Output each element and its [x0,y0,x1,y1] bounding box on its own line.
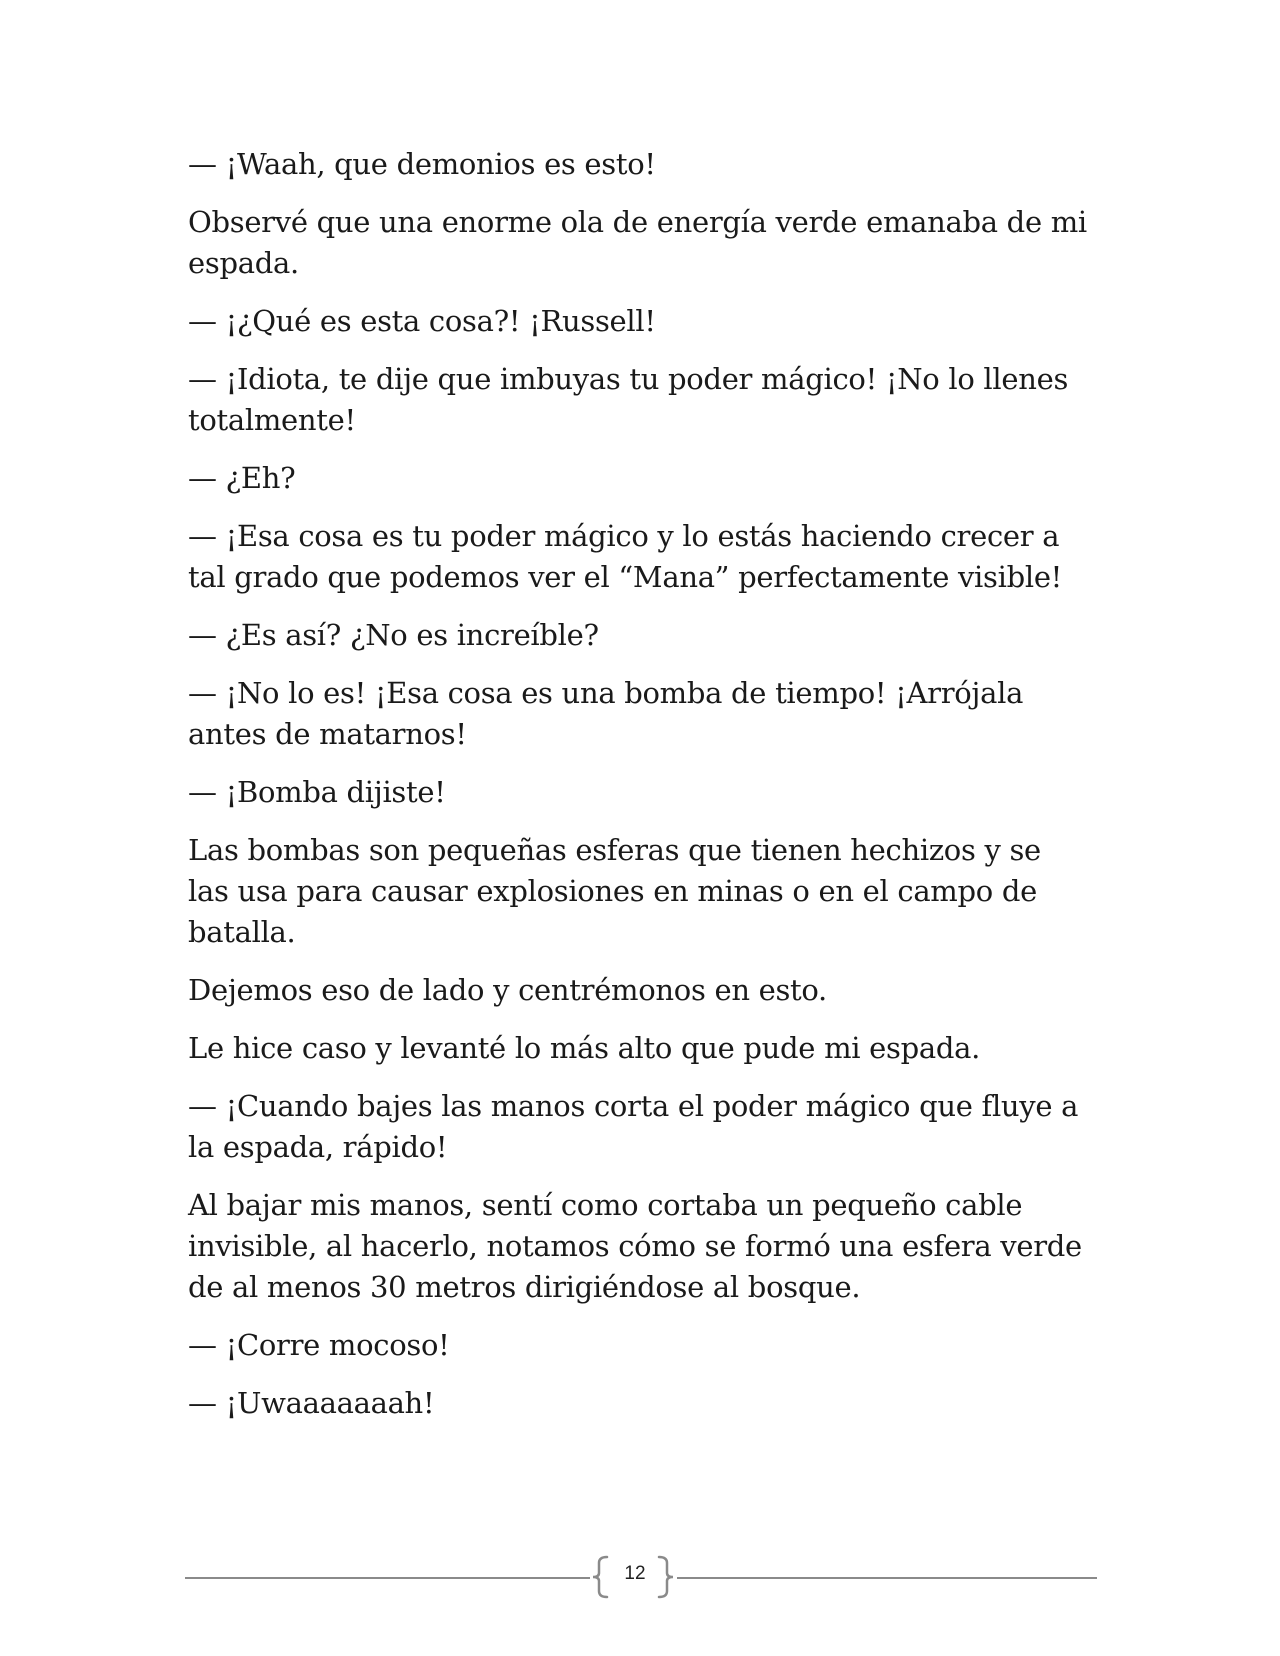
dialogue-line: — ¡¿Qué es esta cosa?! ¡Russell! [188,304,656,338]
narration-paragraph: Observé que una enorme ola de energía verde emanaba de mi espada. [188,205,1087,280]
footer-rule-right [677,1577,1097,1579]
dialogue-line: — ¿Es así? ¿No es increíble? [188,618,599,652]
dialogue-line: — ¡Uwaaaaaaah! [188,1386,435,1420]
right-brace-ornament [651,1555,679,1599]
dialogue-line: — ¡Idiota, te dije que imbuyas tu poder mágico! ¡No lo llenes totalmente! [188,362,1069,437]
page-text [188,144,1088,1441]
footer-rule-left [185,1577,590,1579]
page-number: 12 [624,1563,646,1584]
narration-paragraph: Al bajar mis manos, sentí como cortaba un pequeño cable invisible, al hacerlo, notamos cómo se formó una esfera verde de al menos 30 metros dirigiéndose al bosque. [188,1188,1082,1304]
dialogue-line: — ¡Bomba dijiste! [188,775,446,809]
page-footer [185,1553,1097,1603]
dialogue-line: — ¡Cuando bajes las manos corta el poder mágico que fluye a la espada, rápido! [188,1089,1079,1164]
left-brace-ornament [587,1555,615,1599]
dialogue-line: — ¡No lo es! ¡Esa cosa es una bomba de tiempo! ¡Arrójala antes de matarnos! [188,676,1024,751]
dialogue-line: — ¡Esa cosa es tu poder mágico y lo estás haciendo crecer a tal grado que podemos ver el “Mana” perfectamente visible! [188,519,1063,594]
narration-paragraph: Dejemos eso de lado y centrémonos en esto. [188,973,827,1007]
dialogue-line: — ¡Corre mocoso! [188,1328,450,1362]
dialogue-line: — ¡Waah, que demonios es esto! [188,147,656,181]
dialogue-line: — ¿Eh? [188,461,296,495]
narration-paragraph: Le hice caso y levanté lo más alto que pude mi espada. [188,1031,981,1065]
narration-paragraph: Las bombas son pequeñas esferas que tienen hechizos y se las usa para causar explosiones en minas o en el campo de batalla. [188,833,1041,949]
